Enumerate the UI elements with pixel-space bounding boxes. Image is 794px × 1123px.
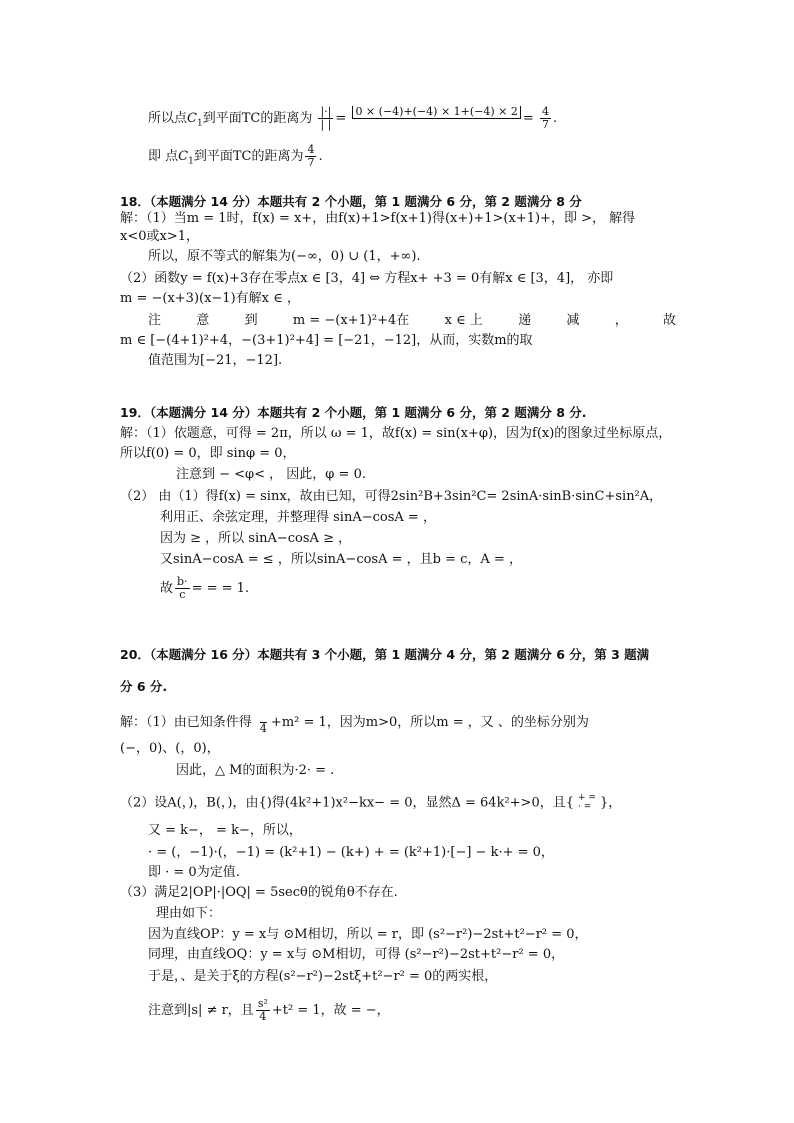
q20-l13-den: 4 <box>259 1010 267 1023</box>
q20-l4-b: )得(4k²+1)x²−kx− = 0，显然Δ = 64k²+>0，且{ <box>266 795 574 811</box>
q18-line8: 值范围为[−21，−12]. <box>148 353 283 368</box>
q18-line3: 所以，原不等式的解集为(−∞，0) ∪ (1，+∞). <box>148 249 421 264</box>
q20-system-row: + = <box>578 793 596 803</box>
q18-word: x ∈ 上 <box>444 313 483 328</box>
abs-fraction-den: | | <box>320 118 332 131</box>
period: . <box>552 111 558 126</box>
q20-l4-a: （2）设A(，)，B(，)，由{ <box>120 795 267 811</box>
q19-l8-prefix: 故 <box>160 581 174 596</box>
q18-line4: （2）函数y = f(x)+3存在零点x ∈ [3，4] ⇔ 方程x+ +3 = 0有解x ∈ [3，4]， 亦即 <box>120 271 614 286</box>
distance-conclusion <box>148 144 323 171</box>
formula-num: 0 × (−4)+(−4) × 1+(−4) × 2 <box>352 106 520 119</box>
q20-line2: (−，0)、(，0)， <box>120 741 220 756</box>
conclusion-den: 7 <box>307 156 315 169</box>
result-fraction <box>540 106 551 131</box>
q19-line2: 所以f(0) = 0，即 sinφ = 0， <box>120 446 296 461</box>
distance-line <box>148 106 557 133</box>
q20-l4-c: }， <box>599 795 622 811</box>
point-c1-sub: 1 <box>196 118 203 129</box>
formula-fraction <box>352 106 520 131</box>
q19-line6: 因为 ≥ ，所以 sinA−cosA ≥ ， <box>160 531 352 546</box>
q18-word: 到 <box>244 313 258 328</box>
distance-mid: 到平面TC的距离为 <box>202 111 313 126</box>
q20-l1-a: 解：（1）由已知条件得 <box>120 715 252 730</box>
q20-l13-a: 注意到|s| ≠ r，且 <box>148 1003 254 1018</box>
q20-line13 <box>148 998 390 1023</box>
q18-line2: x<0或x>1， <box>120 229 199 244</box>
q20-system <box>578 794 596 812</box>
q18-word: 注 <box>148 313 162 328</box>
q19-line5: 利用正、余弦定理，并整理得 sinA−cosA = ， <box>160 510 436 525</box>
conclusion-fraction <box>305 144 316 169</box>
q20-line4 <box>120 794 621 813</box>
q19-header: 19．（本题满分 14 分）本题共有 2 个小题，第 1 题满分 6 分，第 2 题满分 8 分. <box>120 405 587 420</box>
abs-fraction <box>318 106 333 131</box>
q19-line7: 又sinA−cosA = ≤ ，所以sinA−cosA = ，且b = c，A = ， <box>160 552 522 567</box>
q20-line6: · = (，−1)·(，−1) = (k²+1) − (k+) + = (k²+1)·[−] − k·+ = 0， <box>148 845 554 860</box>
q20-l13-b: +t² = 1，故 = −， <box>271 1003 390 1018</box>
point-c1: C <box>187 111 197 126</box>
q20-l1-frac-den: 4 <box>259 722 267 735</box>
q20-header-1: 20．（本题满分 16 分）本题共有 3 个小题，第 1 题满分 4 分，第 2 题满分 6 分，第 3 题满 <box>120 647 650 662</box>
q20-line7: 即 · = 0为定值. <box>148 865 240 880</box>
q19-line8 <box>160 576 249 601</box>
q18-word: 递 <box>518 313 532 328</box>
q18-word: ， <box>614 313 628 328</box>
q18-line7: m ∈ [−(4+1)²+4，−(3+1)²+4] = [−21，−12]，从而，实数m的取 <box>120 333 533 348</box>
q19-l8-suffix: = = = 1. <box>191 581 250 596</box>
q19-line4: （2） 由（1）得f(x) = sinx，故由已知，可得2sin²B+3sin²C= 2sinA·sinB·sinC+sin²A， <box>120 489 663 504</box>
q20-system-row: · = <box>578 802 592 812</box>
q18-word: 意 <box>196 313 210 328</box>
formula-den <box>433 119 441 131</box>
q18-word: 故 <box>662 313 676 328</box>
q20-line1 <box>120 710 589 735</box>
q20-l1-b: +m² = 1，因为m>0，所以m = ，又 、的坐标分别为 <box>270 715 589 730</box>
result-num: 4 <box>541 105 549 118</box>
q20-line3: 因此，△ M的面积为·2· = . <box>176 763 335 778</box>
q18-word: 减 <box>566 313 580 328</box>
q19-line1: 解：（1）依题意，可得 = 2π，所以 ω = 1，故f(x) = sin(x+φ)，因为f(x)的图象过坐标原点， <box>120 426 672 441</box>
q18-header: 18．（本题满分 14 分）本题共有 2 个小题，第 1 题满分 6 分，第 2 题满分 8 分 <box>120 194 582 209</box>
q18-line5: m = −(x+3)(x−1)有解x ∈ ， <box>120 291 300 306</box>
q20-line12: 于是，、是关于ξ的方程(s²−r²)−2stξ+t²−r² = 0的两实根， <box>148 969 498 984</box>
conclusion-prefix: 即 点 <box>148 149 179 164</box>
conclusion-mid: 到平面TC的距离为 <box>193 149 304 164</box>
q20-header-2: 分 6 分. <box>120 679 168 694</box>
q20-l13-num: s² <box>257 997 268 1010</box>
q19-line3: 注意到 − <φ< ， 因此，φ = 0. <box>176 467 366 482</box>
conclusion-num: 4 <box>307 143 315 156</box>
distance-prefix: 所以点 <box>148 111 188 126</box>
q20-line5: 又 = k−， = k−，所以， <box>148 823 302 838</box>
q20-line8: （3）满足2|OP|·|OQ| = 5secθ的锐角θ不存在. <box>120 885 398 900</box>
q20-line11: 同理，由直线OQ：y = x与 ⊙M相切，可得 (s²−r²)−2st+t²−r² = 0， <box>148 947 565 962</box>
q18-word: m = −(x+1)²+4在 <box>292 313 410 328</box>
conclusion-c1: C <box>178 149 189 164</box>
q19-fraction <box>175 576 190 601</box>
q18-line1: 解：（1）当m = 1时，f(x) = x+，由f(x)+1>f(x+1)得(x+)+1>(x+1)+，即 >， 解得 <box>120 211 636 226</box>
q20-l1-fraction <box>258 710 269 735</box>
result-den: 7 <box>541 118 549 131</box>
conclusion-c1-sub: 1 <box>188 156 194 167</box>
abs-fraction-num: |·| <box>320 105 332 118</box>
equals-1: = <box>335 111 347 126</box>
q19-frac-num: b· <box>177 575 188 588</box>
q20-l13-fraction <box>256 998 270 1023</box>
equals-2: = <box>522 111 534 126</box>
q20-line9: 理由如下： <box>156 906 222 921</box>
q18-line6 <box>148 312 676 330</box>
conclusion-end: . <box>318 149 323 164</box>
q19-frac-den: c <box>179 588 186 601</box>
q20-line10: 因为直线OP：y = x与 ⊙M相切，所以 = r，即 (s²−r²)−2st+t²−r² = 0， <box>148 927 588 942</box>
